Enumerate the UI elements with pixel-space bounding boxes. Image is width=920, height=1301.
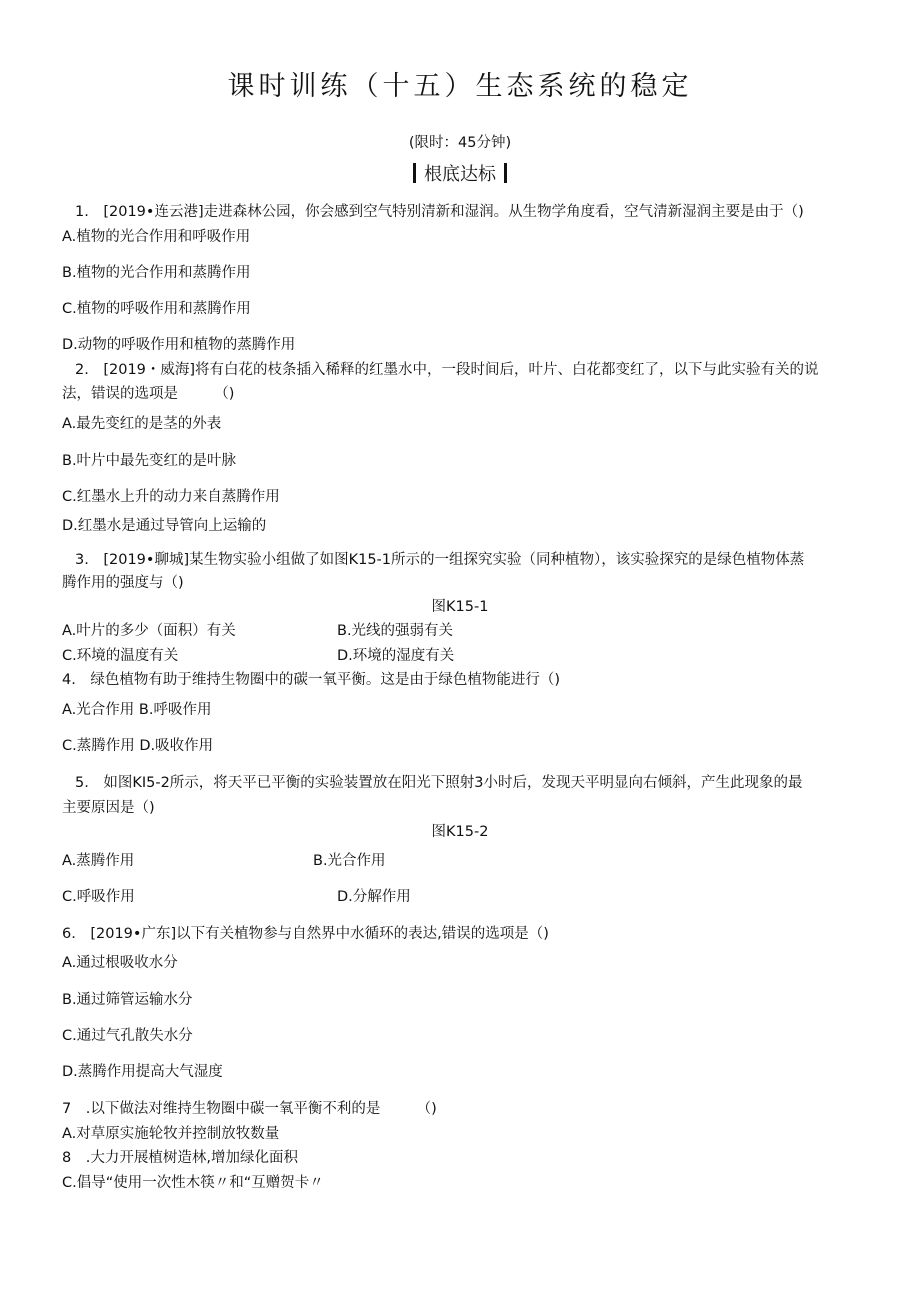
question-7-line-8: 8 .大力开展植树造林,增加绿化面积	[62, 1150, 298, 1166]
section-heading	[0, 163, 920, 187]
question-2-option-b: B.叶片中最先变红的是叶脉	[62, 453, 237, 469]
question-6-option-c: C.通过气孔散失水分	[62, 1028, 193, 1044]
question-2-option-c: C.红墨水上升的动力来自蒸腾作用	[62, 489, 280, 505]
question-3-option-a: A.叶片的多少（面积）有关	[62, 623, 236, 639]
question-6-stem: 6. [2019•广东]以下有关植物参与自然界中水循环的表达,错误的选项是（)	[62, 926, 549, 942]
question-5-option-d: D.分解作用	[337, 889, 411, 905]
question-3-option-b: B.光线的强弱有关	[337, 623, 454, 639]
section-label: 根底达标	[424, 164, 496, 185]
question-4-options-ab: A.光合作用 B.呼吸作用	[62, 702, 212, 718]
section-bar-left	[413, 163, 416, 183]
question-7-option-a: A.对草原实施轮牧并控制放牧数量	[62, 1126, 280, 1142]
question-2-stem-line2: 法，错误的选项是 （)	[62, 386, 235, 402]
question-5-option-a: A.蒸腾作用	[62, 853, 135, 869]
question-7-option-c: C.倡导“使用一次性木筷〃和“互赠贺卡〃	[62, 1175, 324, 1191]
question-1-stem: 1. [2019•连云港]走进森林公园，你会感到空气特别清新和湿润。从生物学角度看，空气清新湿润主要是由于（)	[75, 204, 804, 220]
question-6-option-a: A.通过根吸收水分	[62, 955, 178, 971]
question-3-stem-line2: 腾作用的强度与（)	[62, 575, 184, 591]
question-5-stem-line1: 5. 如图KI5-2所示，将天平已平衡的实验装置放在阳光下照射3小时后，发现天平明显向右倾斜，产生此现象的最	[75, 775, 803, 791]
page-title: 课时训练（十五）生态系统的稳定	[227, 71, 693, 102]
question-2-option-d: D.红墨水是通过导管向上运输的	[62, 518, 267, 534]
question-3-option-d: D.环境的湿度有关	[337, 648, 455, 664]
question-4-stem: 4. 绿色植物有助于维持生物圈中的碳一氧平衡。这是由于绿色植物能进行（)	[62, 672, 560, 688]
question-3-option-c: C.环境的温度有关	[62, 648, 179, 664]
question-3-stem-line1: 3. [2019•聊城]某生物实验小组做了如图K15-1所示的一组探究实验（同种植物），该实验探究的是绿色植物体蒸	[75, 552, 805, 568]
question-5-option-c: C.呼吸作用	[62, 889, 135, 905]
question-5-stem-line2: 主要原因是（)	[62, 800, 155, 816]
question-5-option-b: B.光合作用	[313, 853, 386, 869]
question-2-stem-line1: 2. [2019・威海]将有白花的枝条插入稀释的红墨水中，一段时间后，叶片、白花都变红了，以下与此实验有关的说	[75, 362, 819, 378]
figure-k15-2-caption: 图K15-2	[431, 824, 489, 840]
figure-k15-1-caption: 图K15-1	[431, 599, 489, 615]
question-1-option-b: B.植物的光合作用和蒸腾作用	[62, 265, 251, 281]
question-4-options-cd: C.蒸腾作用 D.吸收作用	[62, 738, 214, 754]
question-6-option-d: D.蒸腾作用提高大气湿度	[62, 1064, 223, 1080]
question-1-option-c: C.植物的呼吸作用和蒸腾作用	[62, 301, 251, 317]
question-2-option-a: A.最先变红的是茎的外表	[62, 416, 222, 432]
question-1-option-a: A.植物的光合作用和呼吸作用	[62, 229, 251, 245]
section-bar-right	[504, 163, 507, 183]
question-7-stem: 7 .以下做法对维持生物圈中碳一氧平衡不利的是 （)	[62, 1101, 437, 1117]
question-1-option-d: D.动物的呼吸作用和植物的蒸腾作用	[62, 337, 296, 353]
time-limit: (限时：45分钟)	[408, 135, 512, 151]
question-6-option-b: B.通过筛管运输水分	[62, 992, 193, 1008]
